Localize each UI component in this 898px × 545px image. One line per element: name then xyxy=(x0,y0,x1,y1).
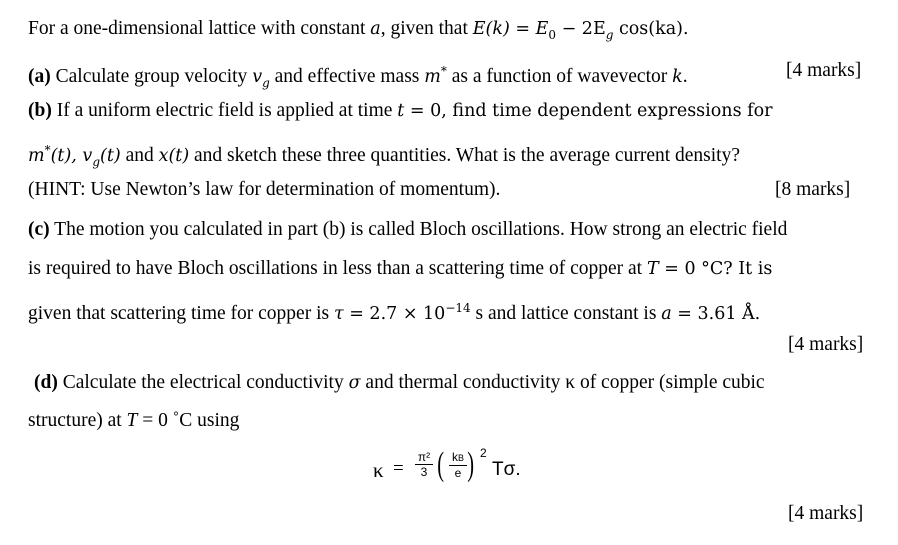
cos-term: cos(ka). xyxy=(613,19,689,39)
position-t: x(t) xyxy=(158,146,190,166)
formula-power: 2 xyxy=(480,446,487,460)
time-symbol: t xyxy=(397,101,405,121)
three-denominator: 3 xyxy=(420,465,428,479)
lattice-a-symbol: a xyxy=(661,304,672,324)
formula-equals: = xyxy=(393,458,404,479)
part-c-text4: s and lattice constant is xyxy=(470,303,662,324)
energy-minus: − 2E xyxy=(556,19,606,39)
part-b-marks: [8 marks] xyxy=(775,179,851,200)
part-b-and: and xyxy=(120,145,159,166)
wiedemann-franz-formula xyxy=(373,444,533,494)
kb-letter: k xyxy=(451,450,458,464)
part-d-text2: and thermal conductivity κ of copper (simple cubic xyxy=(360,372,765,393)
tau-exponent: −14 xyxy=(445,301,471,315)
part-b-line1 xyxy=(28,99,773,123)
e-denominator: e xyxy=(454,466,462,480)
vg-t-args: (t) xyxy=(100,146,121,166)
hint-open: ( xyxy=(28,179,35,200)
mass-t-star: * xyxy=(44,143,51,157)
part-d-text1: Calculate the electrical conductivity xyxy=(57,372,349,393)
group-velocity-symbol: v xyxy=(252,67,263,87)
part-a-label: (a) xyxy=(28,66,51,87)
wavevector-symbol: k xyxy=(672,67,683,87)
hint-text: : Use Newton’s law for determination of momentum). xyxy=(80,179,501,200)
e0-subscript: 0 xyxy=(548,28,557,42)
intro-text: For a one-dimensional lattice with constant xyxy=(28,18,371,39)
part-d-temperature: T xyxy=(126,410,138,431)
part-c-temp: = 0 °C? It is xyxy=(658,259,773,279)
formula-tail: Tσ. xyxy=(492,459,521,480)
part-c-text2: is required to have Bloch oscillations in less than a scattering time of copper at xyxy=(28,258,647,279)
part-c-line1 xyxy=(28,218,787,242)
part-c-label: (c) xyxy=(28,219,50,240)
energy-expression: E(k) = E xyxy=(472,19,549,39)
part-b-hint xyxy=(28,178,500,202)
kb-fraction xyxy=(449,450,467,480)
part-b-line2 xyxy=(28,138,740,174)
vg-t-subscript: g xyxy=(92,155,100,169)
part-c-marks: [4 marks] xyxy=(788,334,864,355)
part-d-line2 xyxy=(28,409,239,433)
effective-mass-symbol: m xyxy=(424,67,441,87)
part-d-label: (d) xyxy=(34,372,58,393)
part-b-text2: and sketch these three quantities. What is the average current density? xyxy=(189,145,741,166)
part-d-marks: [4 marks] xyxy=(788,503,864,524)
group-velocity-subscript: g xyxy=(262,76,270,90)
part-d-temp: = 0 ˚C using xyxy=(137,410,240,431)
part-a-marks: [4 marks] xyxy=(786,60,862,81)
part-d-line1 xyxy=(34,371,765,395)
part-a-text3: as a function of wavevector xyxy=(446,66,673,87)
kb-subscript: B xyxy=(457,453,464,463)
part-c-text3: given that scattering time for copper is xyxy=(28,303,334,324)
part-c-text1: The motion you calculated in part (b) is called Bloch oscillations. How strong an electric field xyxy=(49,219,788,240)
part-c-line3 xyxy=(28,296,760,326)
part-b-label: (b) xyxy=(28,100,52,121)
pi-squared: π² xyxy=(417,450,431,464)
part-c-line2 xyxy=(28,257,772,281)
right-paren: ) xyxy=(467,446,475,483)
lattice-a-value: = 3.61 Å. xyxy=(671,304,761,324)
part-b-eq0: = 0, find time dependent expressions for xyxy=(404,101,773,121)
part-d-text3: structure) at xyxy=(28,410,127,431)
mass-t-symbol: m xyxy=(28,146,45,166)
tau-value: = 2.7 × 10 xyxy=(343,304,446,324)
temperature-symbol: T xyxy=(646,259,659,279)
pi-fraction xyxy=(415,450,433,479)
effective-mass-star: * xyxy=(440,64,447,78)
part-a-line xyxy=(28,59,688,95)
eg-subscript: g xyxy=(605,28,614,42)
mass-t-args: (t), v xyxy=(50,146,93,166)
intro-line xyxy=(28,17,689,47)
tau-symbol: τ xyxy=(333,304,344,324)
part-a-text4: . xyxy=(682,66,688,87)
part-b-text1: If a uniform electric field is applied at time xyxy=(51,100,398,121)
lattice-constant-symbol: a xyxy=(370,19,381,39)
intro-given: , given that xyxy=(380,18,473,39)
part-a-text1: Calculate group velocity xyxy=(50,66,253,87)
part-a-text2: and effective mass xyxy=(269,66,425,87)
left-paren: ( xyxy=(437,446,445,483)
sigma-symbol: σ xyxy=(348,373,361,393)
kb-numerator xyxy=(449,450,467,465)
kappa-symbol: κ xyxy=(373,458,384,482)
hint-word: HINT xyxy=(34,179,81,200)
